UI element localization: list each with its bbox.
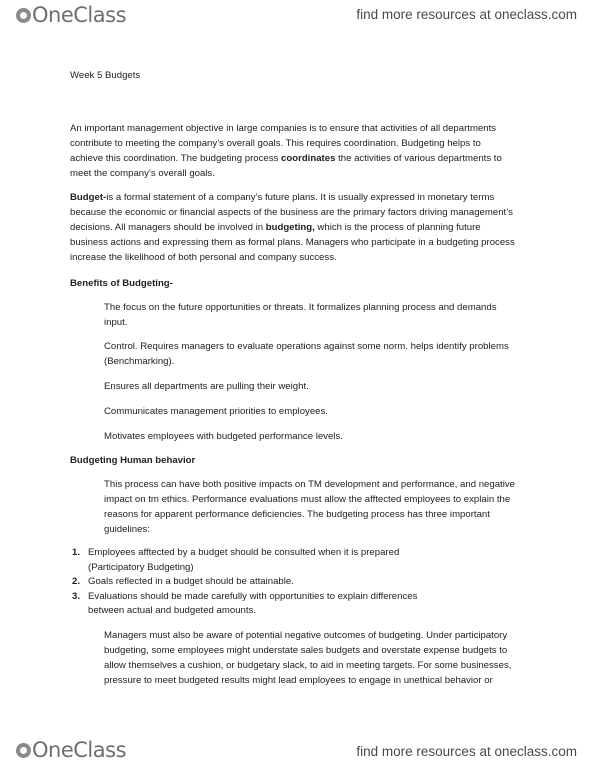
header-tagline[interactable]: find more resources at oneclass.com <box>356 7 577 22</box>
guideline-item <box>72 575 462 590</box>
oneclass-footer-logo[interactable] <box>16 738 126 762</box>
closing-paragraph: Managers must also be aware of potential negative outcomes of budgeting. Under participatory budgeting, some employees might understate sales budgets and overstate expense budgets to allow themselves a cushion, or budgetary slack, to aid in meeting targets. For some businesses, pressure to meet budgeted results might lead employees to engage in unethical behavior or <box>104 630 512 686</box>
guideline-number: 1. <box>72 547 81 558</box>
logo-ring-icon <box>16 743 31 758</box>
footer-logo-text: OneClass <box>32 738 127 762</box>
intro-paragraph <box>70 121 530 181</box>
budget-term: Budget- <box>70 192 107 203</box>
benefit-item: Motivates employees with budgeted performance levels. <box>104 431 343 442</box>
intro-bold-term: coordinates <box>281 153 336 164</box>
budgeting-bold-term: budgeting, <box>265 222 315 233</box>
benefit-item: Control. Requires managers to evaluate operations against some norm. helps identify problems (Benchmarking). <box>104 341 509 367</box>
footer-tagline[interactable]: find more resources at oneclass.com <box>356 744 577 759</box>
guidelines-list <box>72 546 462 619</box>
benefit-item: Communicates management priorities to employees. <box>104 406 328 417</box>
budget-definition-paragraph <box>70 190 530 265</box>
benefit-item: Ensures all departments are pulling their weight. <box>104 381 309 392</box>
guideline-number: 2. <box>72 576 81 587</box>
budget-def-text-2: which is the process of planning future business actions and expressing them as formal plans. Managers who participate in a budgeting process increase the likelihood of both personal and company success. <box>70 222 515 263</box>
guideline-text: Evaluations should be made carefully with opportunities to explain differences between actual and budgeted amounts. <box>88 590 418 616</box>
document-title: Week 5 Budgets <box>70 70 141 81</box>
benefit-item: The focus on the future opportunities or threats. It formalizes planning process and demands input. <box>104 302 497 328</box>
guideline-text: Goals reflected in a budget should be attainable. <box>88 576 294 587</box>
benefits-heading: Benefits of Budgeting- <box>70 278 173 289</box>
logo-ring-icon <box>16 8 31 23</box>
intro-text-2: the activities of various departments to meet the company’s overall goals. <box>70 153 502 179</box>
guideline-number: 3. <box>72 590 81 602</box>
human-behavior-paragraph: This process can have both positive impacts on TM development and performance, and negative impact on tm ethics. Performance evaluations must allow the afftected employees to explain the reasons for apparent performance deficiencies. The budgeting process has three important guidelines: <box>104 479 515 535</box>
guideline-item <box>72 590 462 619</box>
logo-text: OneClass <box>32 3 127 27</box>
intro-text-1: An important management objective in large companies is to ensure that activities of all departments contribute to meeting the company’s overall goals. This requires coordination. Budgeting helps to achieve this coordination. The budgeting process <box>70 123 497 164</box>
oneclass-logo[interactable] <box>16 3 126 27</box>
budget-def-text-1: is a formal statement of a company’s future plans. It is usually expressed in monetary terms because the economic or financial aspects of the business are the primary factors driving management’s decisions. All managers should be involved in <box>70 192 513 233</box>
guideline-item <box>72 546 462 575</box>
guideline-text: Employees afftected by a budget should be consulted when it is prepared (Participatory Budgeting) <box>88 547 400 573</box>
human-behavior-heading: Budgeting Human behavior <box>70 455 196 466</box>
